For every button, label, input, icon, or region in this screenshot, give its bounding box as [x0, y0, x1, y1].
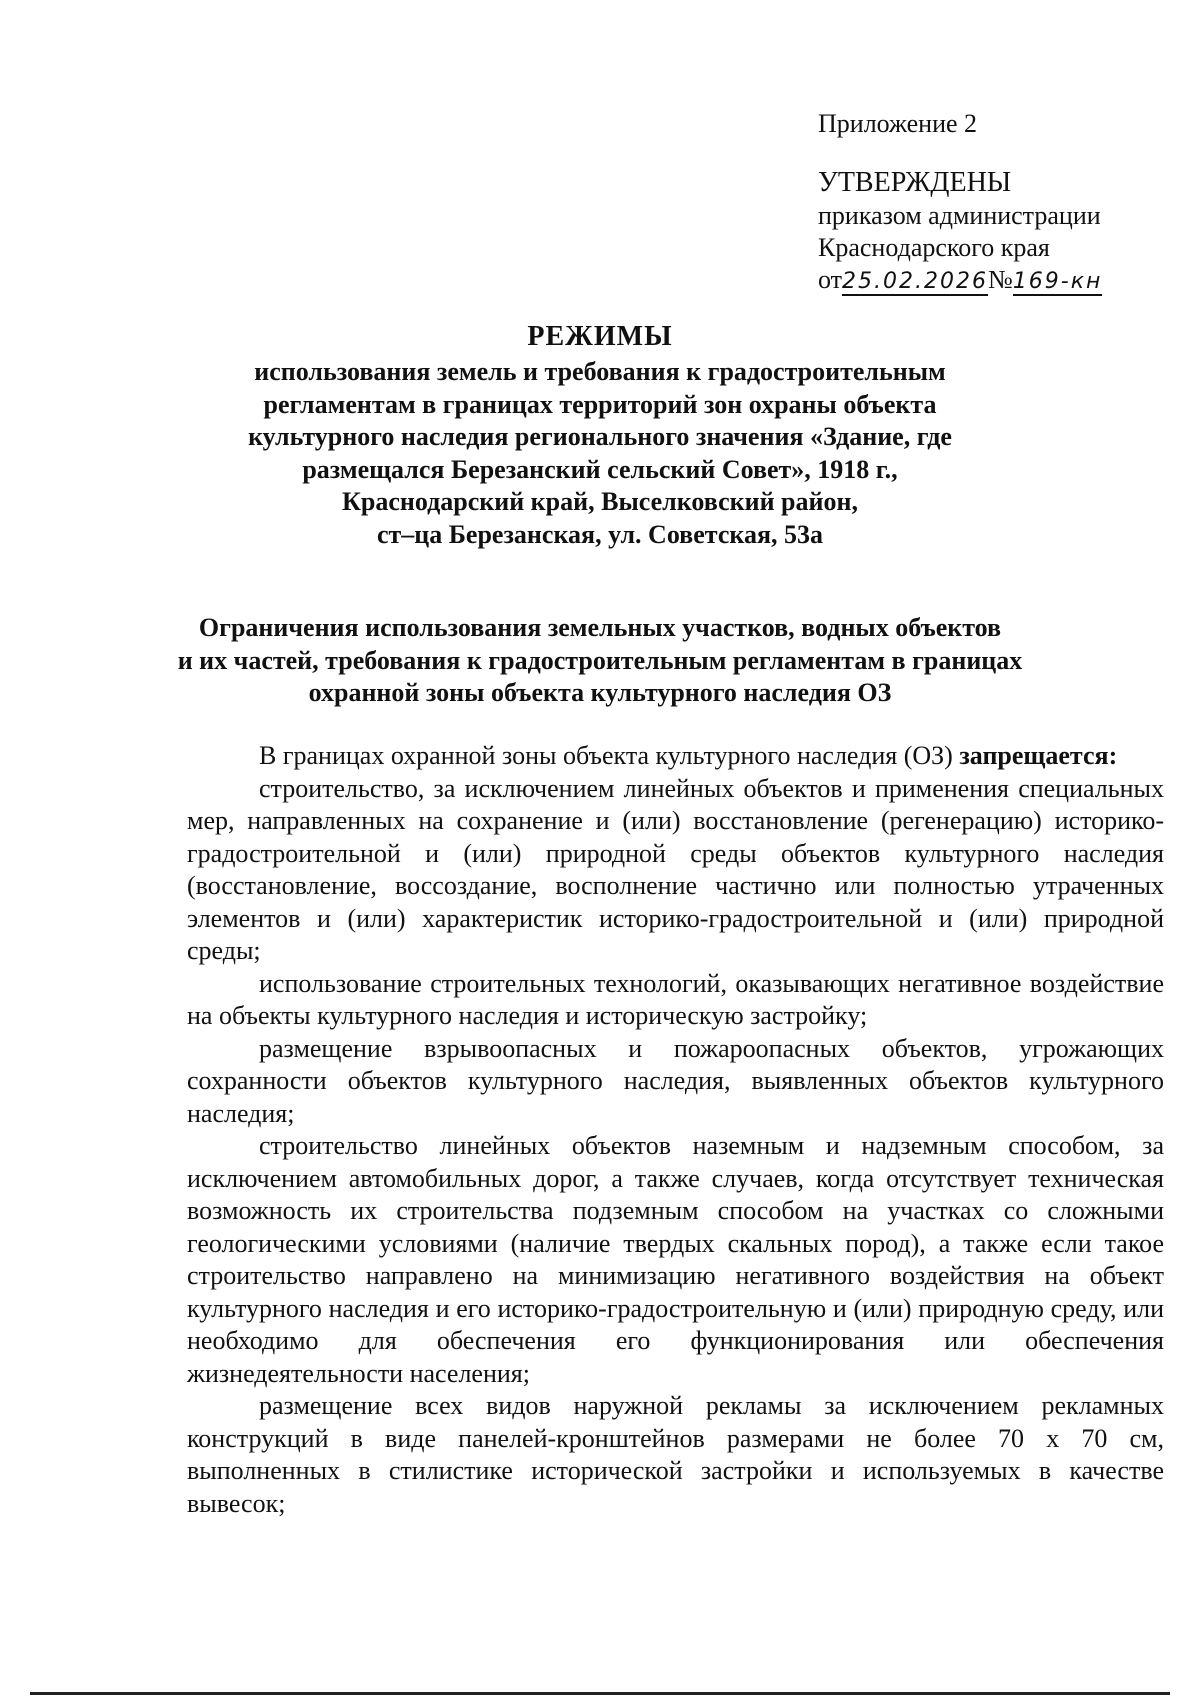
subtitle-line: использования земель и требования к градостроительным [254, 357, 946, 386]
list-item: размещение всех видов наружной рекламы за исключением рекламных конструкций в виде панелей-кронштейнов размерами не более 70 х 70 см, выполненных в стилистике исторической застройки и используемых в качестве вывесок; [187, 1391, 1164, 1518]
list-item: строительство, за исключением линейных объектов и применения специальных мер, направленных на сохранение и (или) восстановление (регенерацию) историко-градостроительной и (или) природной среды объектов культурного наследия (восстановление, воссоздание, восполнение частично или полностью утраченных элементов и (или) характеристик историко-градостроительной и (или) природной среды; [187, 773, 1164, 965]
intro-bold: запрещается: [959, 741, 1118, 770]
subtitle-line: регламентам в границах территорий зон охраны объекта [263, 389, 937, 419]
bottom-rule [30, 1692, 1170, 1695]
approved-heading: УТВЕРЖДЕНЫ [818, 167, 1012, 198]
order-prefix: от [818, 265, 843, 294]
approval-line-2: Краснодарского края [818, 233, 1050, 262]
subtitle-line: размещался Березанский сельский Совет», 1918 г., [302, 454, 898, 484]
approval-block [818, 108, 1178, 296]
section-heading-line: Ограничения использования земельных участков, водных объектов [198, 613, 1002, 642]
list-item: строительство линейных объектов наземным и надземным способом, за исключением автомобильных дорог, а также случаев, когда отсутствует техническая возможность их строительства подземным способом на участках со сложными геологическими условиями (наличие твердых скальных пород), а также если такое строительство направлено на минимизацию негативного воздействия на объект культурного наследия и его историко-градостроительную и (или) природную среду, или необходимо для обеспечения его функционирования или обеспечения жизнедеятельности населения; [187, 1131, 1164, 1388]
section-heading [0, 612, 1200, 710]
subtitle-line: Краснодарский край, Выселковский район, [342, 487, 858, 516]
section-heading-line: охранной зоны объекта культурного наследия ОЗ [308, 678, 892, 707]
subtitle-line: ст–ца Березанская, ул. Советская, 53а [376, 519, 824, 549]
approval-line-1: приказом администрации [818, 201, 1101, 230]
document-body [187, 740, 1164, 1520]
section-heading-line: и их частей, требования к градостроительным регламентам в границах [177, 645, 1023, 675]
intro-paragraph [187, 740, 1164, 773]
appendix-label: Приложение 2 [818, 109, 978, 138]
document-title: РЕЖИМЫ [527, 321, 673, 352]
order-line [818, 264, 1178, 296]
list-item: размещение взрывоопасных и пожароопасных объектов, угрожающих сохранности объектов культурного наследия, выявленных объектов культурного наследия; [187, 1033, 1164, 1128]
subtitle-line: культурного наследия регионального значения «Здание, где [248, 422, 952, 451]
intro-text: В границах охранной зоны объекта культурного наследия (ОЗ) [259, 741, 960, 770]
order-number-prefix: № [988, 265, 1013, 294]
document-subtitle [0, 356, 1200, 551]
order-number: 169-кн [1012, 269, 1103, 294]
list-item: использование строительных технологий, оказывающих негативное воздействие на объекты культурного наследия и историческую застройку; [187, 968, 1164, 1030]
order-date: 25.02.2026 [842, 269, 988, 294]
